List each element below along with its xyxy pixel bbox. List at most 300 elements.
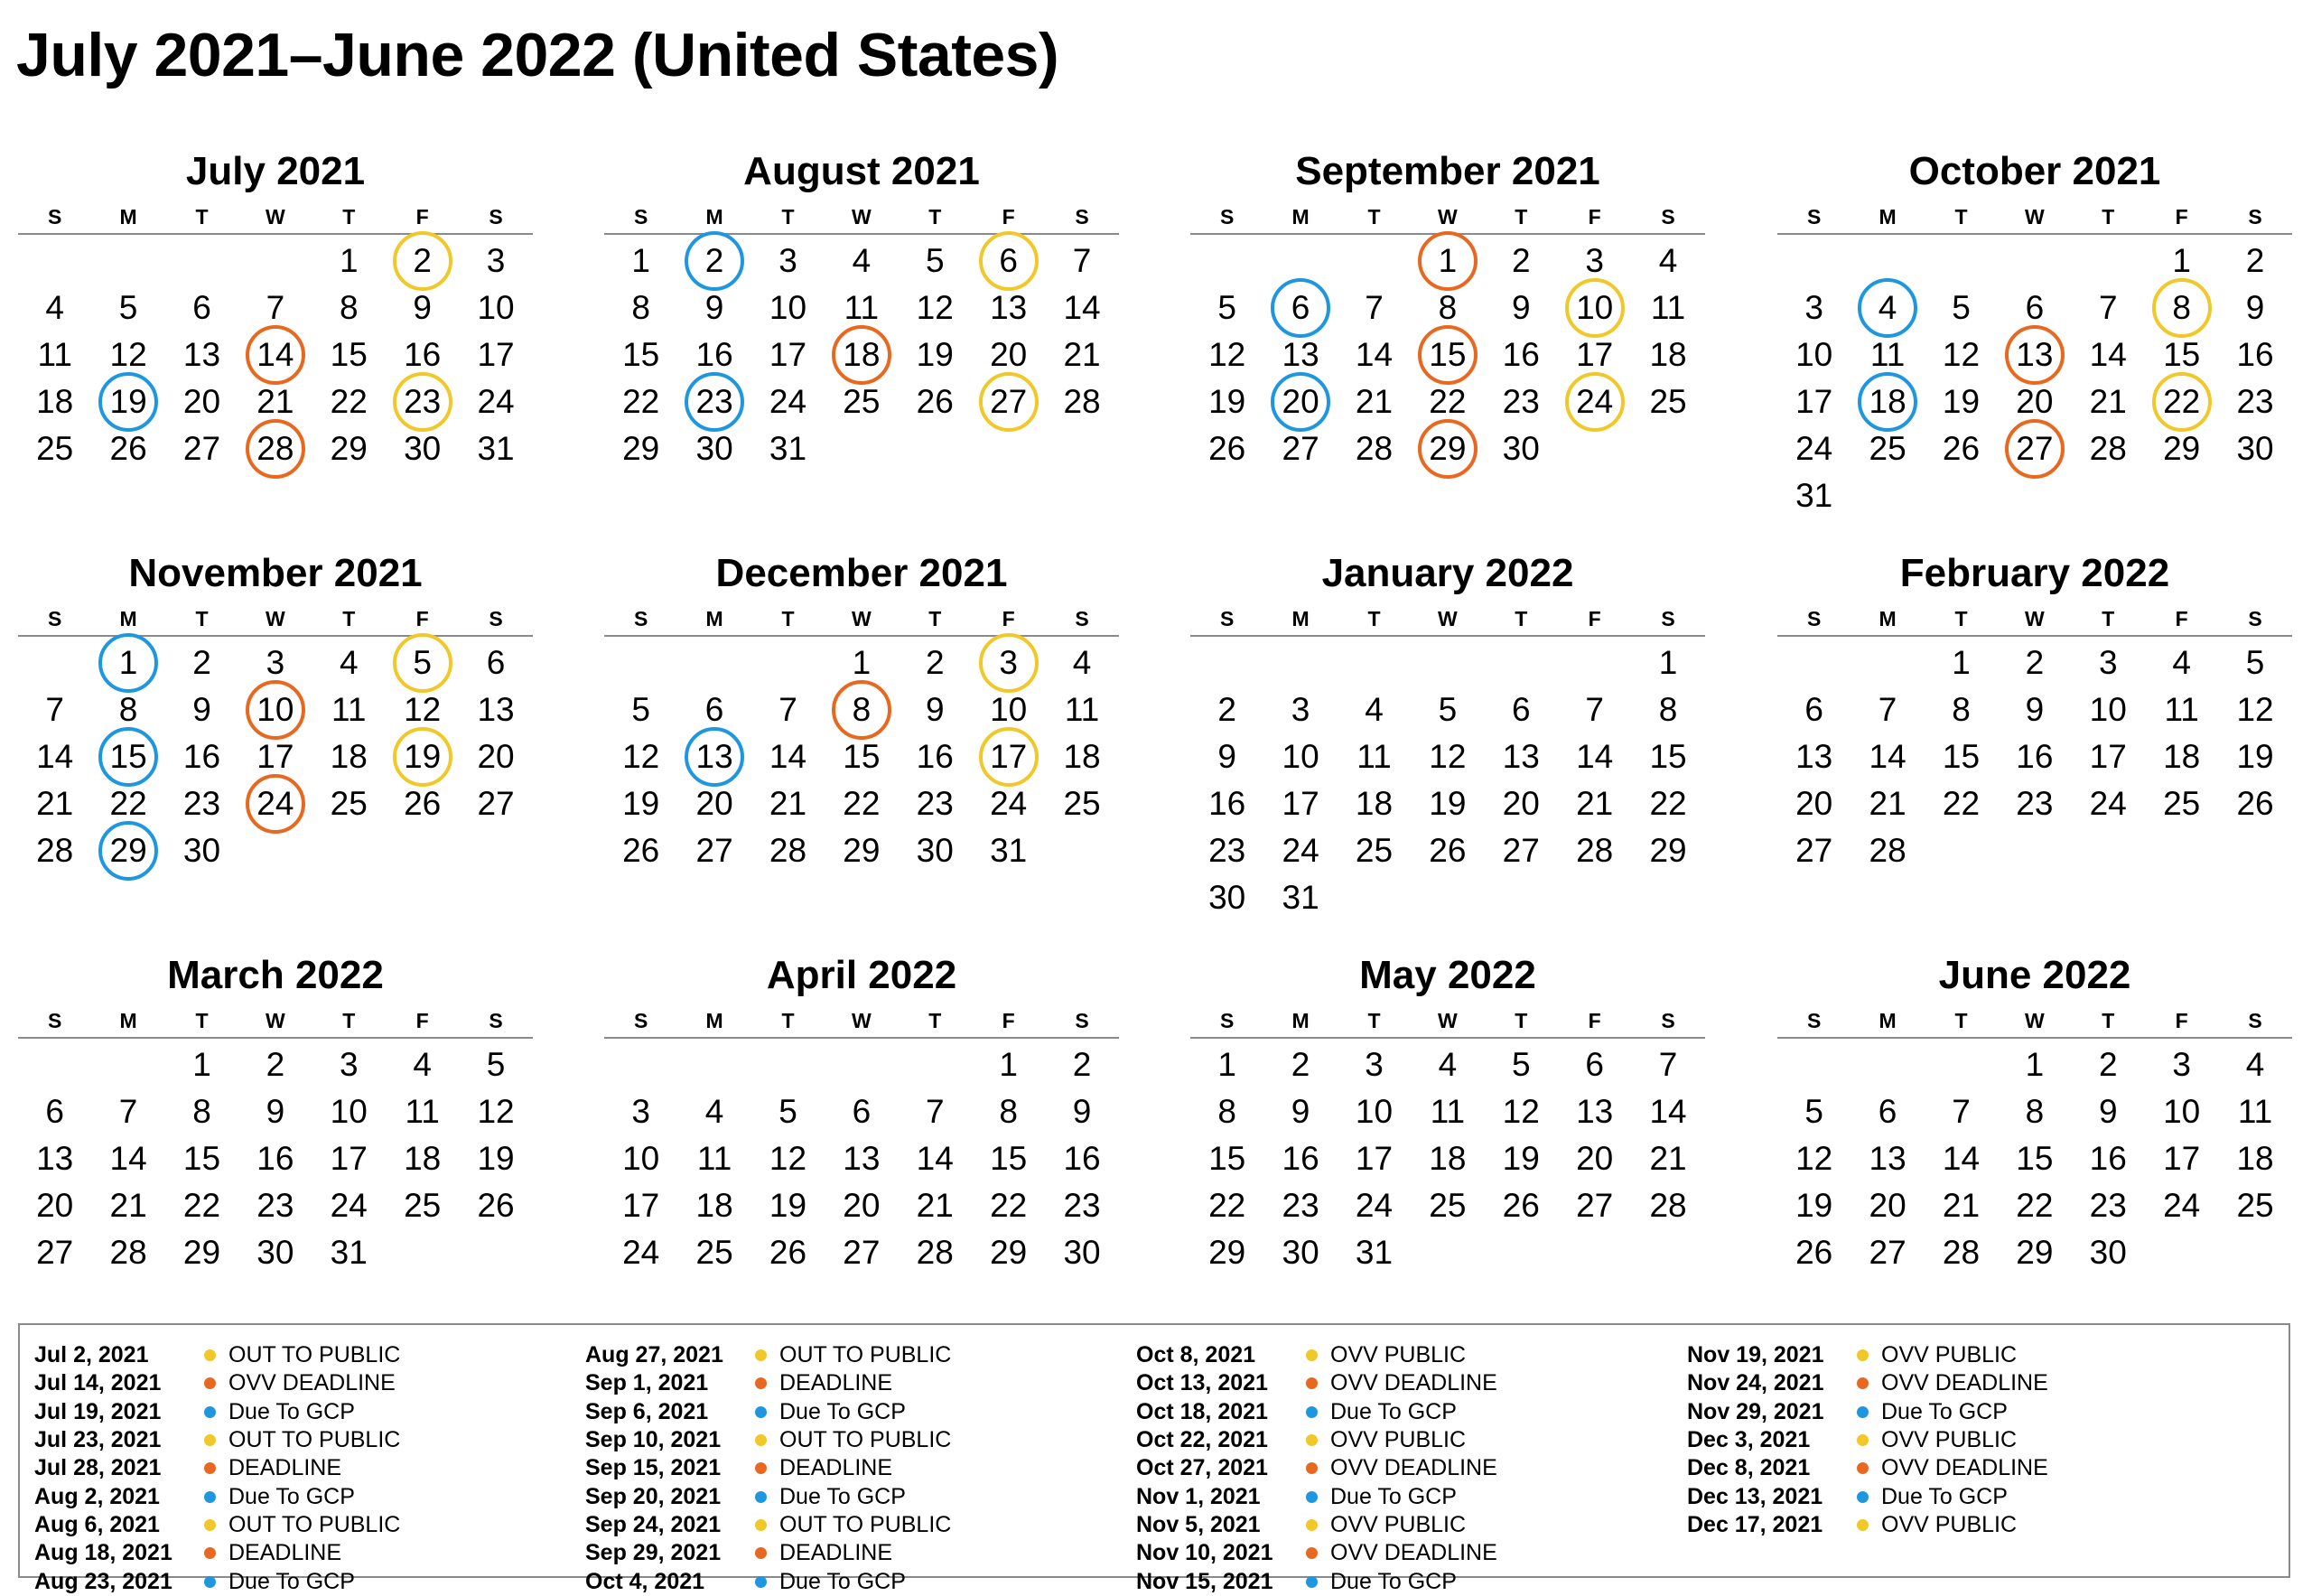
legend-date: Sep 6, 2021 (585, 1398, 709, 1424)
day-cell-marked: 23 (386, 378, 459, 425)
month-title: January 2022 (1321, 551, 1574, 595)
legend-entry (585, 1341, 1127, 1369)
day-cell: 30 (1063, 1234, 1101, 1271)
day-cell: 5 (1804, 1093, 1823, 1130)
legend-entry (34, 1511, 576, 1539)
day-cell-marked: 23 (677, 378, 750, 425)
legend-color-dot (755, 1547, 767, 1559)
day-cell: 29 (182, 1234, 221, 1271)
day-cell: 21 (1942, 1187, 1981, 1224)
weekday-label: T (1954, 1009, 1968, 1032)
day-cell: 10 (1795, 336, 1833, 373)
day-cell: 16 (2016, 738, 2054, 775)
weekday-label: F (2175, 607, 2188, 630)
day-cell: 25 (695, 1234, 733, 1271)
month-title: July 2021 (185, 149, 366, 193)
day-cell: 27 (477, 785, 515, 822)
day-cell: 29 (2016, 1234, 2054, 1271)
legend-color-dot (755, 1349, 767, 1361)
day-cell: 1 (852, 644, 872, 681)
day-cell: 30 (2236, 430, 2274, 467)
day-cell: 8 (999, 1093, 1018, 1130)
day-cell: 4 (1438, 1046, 1458, 1083)
legend-date: Dec 3, 2021 (1687, 1427, 1811, 1453)
weekday-label: W (2025, 205, 2045, 229)
day-cell: 14 (2089, 336, 2127, 373)
day-cell: 10 (769, 289, 807, 326)
day-cell: 6 (1878, 1093, 1897, 1130)
day-cell: 15 (2163, 336, 2201, 373)
day-cell: 1 (339, 242, 359, 279)
day-cell: 11 (2237, 1093, 2273, 1130)
day-cell: 11 (1650, 289, 1686, 326)
legend-entry (1136, 1454, 1678, 1482)
month-calendar (18, 145, 533, 472)
day-cell: 22 (843, 785, 881, 822)
day-cell: 28 (1063, 383, 1101, 420)
day-cell: 27 (843, 1234, 881, 1271)
legend-label: OVV PUBLIC (1330, 1427, 1467, 1453)
weekday-label: F (2175, 205, 2188, 229)
weekday-label: T (1367, 607, 1381, 630)
day-cell: 7 (1072, 242, 1092, 279)
day-cell: 16 (2236, 336, 2274, 373)
day-cell: 25 (404, 1187, 442, 1224)
legend-entry (585, 1567, 1127, 1595)
legend-color-dot (1306, 1377, 1318, 1389)
day-cell: 19 (1429, 785, 1467, 822)
month-calendar (1777, 948, 2292, 1276)
day-cell: 13 (990, 289, 1028, 326)
day-cell: 14 (36, 738, 74, 775)
day-cell: 17 (1355, 1140, 1394, 1177)
legend-label: DEADLINE (228, 1455, 342, 1481)
day-cell-marked: 15 (1411, 331, 1484, 378)
day-cell: 1 (2025, 1046, 2045, 1083)
legend-column (585, 1341, 1127, 1596)
legend-label: Due To GCP (779, 1483, 906, 1509)
day-cell: 11 (1356, 738, 1392, 775)
legend-date: Jul 19, 2021 (34, 1398, 162, 1424)
day-cell: 8 (1438, 289, 1458, 326)
weekday-header (1777, 1003, 2292, 1039)
legend-label: OUT TO PUBLIC (779, 1342, 952, 1368)
month-title: June 2022 (1938, 953, 2131, 997)
day-cell: 2 (1072, 1046, 1092, 1083)
weekday-header (1777, 199, 2292, 235)
day-cell: 12 (622, 738, 660, 775)
weekday-label: S (634, 607, 648, 630)
weekday-label: S (2248, 607, 2262, 630)
day-cell: 24 (1795, 430, 1833, 467)
day-cell: 25 (2236, 1187, 2274, 1224)
day-cell: 27 (1576, 1187, 1614, 1224)
day-cell: 20 (1502, 785, 1540, 822)
day-cell: 10 (2163, 1093, 2201, 1130)
day-cell: 20 (477, 738, 515, 775)
day-cell: 21 (109, 1187, 147, 1224)
day-cell: 14 (109, 1140, 147, 1177)
page-title: July 2021–June 2022 (United States) (16, 21, 1059, 89)
day-cell: 6 (704, 691, 724, 728)
day-cell: 7 (778, 691, 797, 728)
legend-color-dot (1306, 1462, 1318, 1474)
day-cell: 21 (2089, 383, 2127, 420)
month-title: March 2022 (167, 953, 384, 997)
day-cell: 19 (769, 1187, 807, 1224)
day-cell: 29 (2163, 430, 2201, 467)
day-cell: 2 (2245, 242, 2265, 279)
legend-color-dot (1857, 1519, 1869, 1531)
day-cell: 4 (413, 1046, 432, 1083)
day-cell-marked: 17 (972, 733, 1045, 780)
day-cell: 17 (2089, 738, 2127, 775)
day-cell: 20 (695, 785, 733, 822)
day-cell: 16 (1282, 1140, 1319, 1177)
legend-entry (585, 1398, 1127, 1426)
day-cell: 14 (1063, 289, 1101, 326)
day-cell: 25 (1649, 383, 1687, 420)
legend-entry (585, 1511, 1127, 1539)
day-cell: 22 (109, 785, 147, 822)
month-title: August 2021 (743, 149, 980, 193)
day-cell: 30 (695, 430, 733, 467)
day-cell: 17 (622, 1187, 660, 1224)
day-cell: 25 (843, 383, 881, 420)
day-cell: 12 (769, 1140, 807, 1177)
day-cell: 26 (1429, 832, 1467, 869)
day-cell: 5 (118, 289, 138, 326)
weekday-label: W (266, 607, 285, 630)
weekday-label: S (1807, 205, 1822, 229)
legend-color-dot (1857, 1462, 1869, 1474)
weekday-header (18, 199, 533, 235)
legend-date: Aug 2, 2021 (34, 1483, 160, 1509)
day-cell: 3 (1804, 289, 1823, 326)
day-cell: 28 (1869, 832, 1906, 869)
day-cell: 26 (769, 1234, 807, 1271)
day-grid (1777, 637, 2292, 874)
day-cell: 14 (1355, 336, 1394, 373)
day-cell: 2 (1511, 242, 1531, 279)
day-cell: 22 (330, 383, 368, 420)
day-cell: 11 (844, 289, 880, 326)
day-cell: 9 (925, 691, 945, 728)
day-cell: 11 (696, 1140, 732, 1177)
day-cell: 10 (1282, 738, 1319, 775)
legend-date: Sep 20, 2021 (585, 1483, 722, 1509)
day-cell: 12 (1208, 336, 1246, 373)
legend-color-dot (204, 1576, 216, 1588)
day-cell: 4 (2172, 644, 2191, 681)
legend-color-dot (204, 1519, 216, 1531)
day-cell: 13 (477, 691, 515, 728)
legend-entry (1136, 1482, 1678, 1510)
day-cell: 13 (1795, 738, 1833, 775)
day-cell: 10 (990, 691, 1028, 728)
day-cell: 30 (404, 430, 442, 467)
legend-color-dot (755, 1462, 767, 1474)
legend-label: OVV PUBLIC (1881, 1342, 2018, 1368)
day-cell: 14 (1869, 738, 1906, 775)
month-title: September 2021 (1295, 149, 1600, 193)
legend-color-dot (1306, 1434, 1318, 1446)
month-title: May 2022 (1359, 953, 1536, 997)
day-cell: 7 (1585, 691, 1604, 728)
day-cell: 7 (925, 1093, 945, 1130)
month-calendar (1190, 546, 1705, 921)
day-cell: 26 (2236, 785, 2274, 822)
weekday-label: S (634, 1009, 648, 1032)
legend-color-dot (755, 1406, 767, 1418)
day-cell: 10 (1355, 1093, 1394, 1130)
day-cell: 7 (2098, 289, 2118, 326)
weekday-header (18, 601, 533, 637)
day-grid (1190, 1039, 1705, 1276)
day-cell: 18 (1355, 785, 1394, 822)
day-cell: 17 (1282, 785, 1319, 822)
day-cell: 28 (2089, 430, 2127, 467)
legend-date: Aug 23, 2021 (34, 1568, 172, 1594)
weekday-label: F (1588, 607, 1601, 630)
day-cell: 15 (990, 1140, 1028, 1177)
legend-label: OVV DEADLINE (1330, 1540, 1497, 1566)
day-cell: 30 (916, 832, 954, 869)
legend-color-dot (1306, 1576, 1318, 1588)
legend-entry (1136, 1511, 1678, 1539)
day-cell: 16 (695, 336, 733, 373)
day-cell: 5 (778, 1093, 797, 1130)
day-cell: 26 (109, 430, 147, 467)
day-cell: 11 (37, 336, 72, 373)
day-cell: 30 (1208, 879, 1246, 916)
day-cell: 27 (182, 430, 221, 467)
day-cell: 8 (1952, 691, 1971, 728)
legend-date: Oct 8, 2021 (1136, 1342, 1256, 1368)
day-cell: 1 (1658, 644, 1678, 681)
day-cell: 23 (1282, 1187, 1319, 1224)
legend-entry (34, 1454, 576, 1482)
legend-date: Oct 27, 2021 (1136, 1455, 1268, 1481)
day-cell: 25 (1429, 1187, 1467, 1224)
day-cell: 10 (2089, 691, 2127, 728)
legend-color-dot (1857, 1377, 1869, 1389)
day-cell: 30 (1502, 430, 1540, 467)
day-cell: 16 (182, 738, 221, 775)
day-cell: 24 (2163, 1187, 2201, 1224)
legend-entry (34, 1398, 576, 1426)
day-cell: 8 (1217, 1093, 1236, 1130)
day-cell: 4 (852, 242, 872, 279)
day-cell: 1 (999, 1046, 1018, 1083)
month-title: December 2021 (715, 551, 1008, 595)
legend-color-dot (755, 1377, 767, 1389)
day-cell: 6 (192, 289, 211, 326)
legend-label: OVV DEADLINE (228, 1370, 396, 1396)
weekday-label: T (1515, 607, 1528, 630)
day-cell-marked: 6 (972, 238, 1045, 285)
day-cell: 13 (1869, 1140, 1906, 1177)
day-cell: 24 (477, 383, 515, 420)
day-cell: 23 (1502, 383, 1540, 420)
legend-label: Due To GCP (228, 1398, 355, 1424)
day-cell: 2 (2098, 1046, 2118, 1083)
day-cell: 26 (916, 383, 954, 420)
day-cell: 12 (109, 336, 147, 373)
day-cell: 9 (413, 289, 432, 326)
month-title: October 2021 (1908, 149, 2161, 193)
day-cell: 27 (1282, 430, 1319, 467)
day-cell: 23 (182, 785, 221, 822)
day-cell: 31 (1355, 1234, 1394, 1271)
legend-label: OVV DEADLINE (1881, 1370, 2048, 1396)
day-cell: 22 (182, 1187, 221, 1224)
weekday-label: F (415, 1009, 429, 1032)
month-title: February 2022 (1899, 551, 2170, 595)
legend-column (1136, 1341, 1678, 1596)
day-cell: 31 (1795, 477, 1833, 514)
day-cell: 3 (486, 242, 506, 279)
day-cell: 20 (1795, 785, 1833, 822)
legend-date: Nov 10, 2021 (1136, 1540, 1273, 1566)
month-calendar (18, 948, 533, 1276)
legend-date: Nov 5, 2021 (1136, 1511, 1261, 1537)
day-cell: 22 (2016, 1187, 2054, 1224)
day-cell: 8 (1658, 691, 1678, 728)
day-cell: 29 (330, 430, 368, 467)
legend-label: Due To GCP (228, 1483, 355, 1509)
legend-entry (1687, 1398, 2229, 1426)
day-cell: 12 (1942, 336, 1981, 373)
day-cell-marked: 19 (386, 733, 459, 780)
legend-label: OVV PUBLIC (1881, 1511, 2018, 1537)
legend-color-dot (1306, 1406, 1318, 1418)
legend-label: OUT TO PUBLIC (228, 1427, 401, 1453)
day-cell: 28 (36, 832, 74, 869)
day-cell: 18 (330, 738, 368, 775)
day-cell: 9 (266, 1093, 285, 1130)
day-cell: 22 (622, 383, 660, 420)
legend-entry (34, 1539, 576, 1567)
day-cell: 7 (1658, 1046, 1678, 1083)
day-cell-marked: 20 (1263, 378, 1337, 425)
weekday-label: M (119, 607, 137, 630)
day-cell: 30 (256, 1234, 294, 1271)
weekday-header (18, 1003, 533, 1039)
day-cell: 23 (2089, 1187, 2127, 1224)
day-cell-marked: 27 (1998, 425, 2071, 472)
weekday-label: S (48, 607, 62, 630)
day-cell: 21 (36, 785, 74, 822)
day-cell: 7 (1952, 1093, 1971, 1130)
day-cell: 2 (192, 644, 211, 681)
weekday-label: S (1661, 205, 1675, 229)
day-cell: 17 (256, 738, 294, 775)
day-cell: 23 (2236, 383, 2274, 420)
day-cell-marked: 3 (972, 639, 1045, 686)
weekday-header (1777, 601, 2292, 637)
weekday-header (604, 601, 1119, 637)
legend-label: Due To GCP (1330, 1568, 1457, 1594)
weekday-label: T (342, 607, 356, 630)
day-cell: 6 (1511, 691, 1531, 728)
day-cell: 1 (192, 1046, 211, 1083)
legend-entry (585, 1426, 1127, 1454)
day-cell-marked: 29 (1411, 425, 1484, 472)
weekday-label: T (1367, 1009, 1381, 1032)
legend-color-dot (204, 1462, 216, 1474)
day-cell: 5 (1438, 691, 1458, 728)
legend-color-dot (1306, 1491, 1318, 1503)
day-cell: 22 (1429, 383, 1467, 420)
day-cell: 19 (916, 336, 954, 373)
day-cell: 5 (2245, 644, 2265, 681)
legend-date: Aug 18, 2021 (34, 1540, 172, 1566)
day-cell: 14 (1649, 1093, 1687, 1130)
legend-label: Due To GCP (779, 1398, 906, 1424)
day-cell-marked: 2 (677, 238, 750, 285)
weekday-label: S (1075, 205, 1089, 229)
day-cell: 19 (477, 1140, 515, 1177)
day-cell: 29 (843, 832, 881, 869)
day-cell: 6 (45, 1093, 64, 1130)
day-cell: 12 (916, 289, 954, 326)
legend-label: OUT TO PUBLIC (779, 1511, 952, 1537)
day-cell: 21 (1355, 383, 1394, 420)
day-cell: 26 (404, 785, 442, 822)
day-cell: 16 (2089, 1140, 2127, 1177)
day-cell: 16 (404, 336, 442, 373)
weekday-label: W (2025, 607, 2045, 630)
day-cell-marked: 15 (91, 733, 164, 780)
day-cell: 6 (2025, 289, 2045, 326)
day-cell: 30 (2089, 1234, 2127, 1271)
weekday-label: S (48, 1009, 62, 1032)
day-cell: 21 (256, 383, 294, 420)
legend-entry (34, 1369, 576, 1397)
day-cell: 1 (631, 242, 650, 279)
day-cell: 14 (1576, 738, 1614, 775)
day-cell: 25 (330, 785, 368, 822)
day-cell: 28 (1355, 430, 1394, 467)
day-cell: 28 (1576, 832, 1614, 869)
day-cell: 3 (1585, 242, 1604, 279)
legend-date: Sep 15, 2021 (585, 1455, 722, 1481)
day-cell: 8 (631, 289, 650, 326)
day-cell: 13 (1282, 336, 1319, 373)
day-cell: 4 (2245, 1046, 2265, 1083)
day-cell: 20 (843, 1187, 881, 1224)
legend-date: Sep 24, 2021 (585, 1511, 722, 1537)
legend-color-dot (1306, 1519, 1318, 1531)
weekday-label: S (2248, 205, 2262, 229)
legend-column (34, 1341, 576, 1596)
weekday-label: M (119, 1009, 137, 1032)
legend-date: Oct 18, 2021 (1136, 1398, 1268, 1424)
day-cell: 2 (2025, 644, 2045, 681)
day-cell: 4 (1072, 644, 1092, 681)
day-cell-marked: 8 (825, 686, 898, 733)
weekday-label: F (1588, 1009, 1601, 1032)
day-cell: 18 (36, 383, 74, 420)
day-cell: 3 (1291, 691, 1310, 728)
day-cell-marked: 27 (972, 378, 1045, 425)
legend-entry (1136, 1567, 1678, 1595)
weekday-label: M (1878, 1009, 1897, 1032)
legend-label: DEADLINE (779, 1540, 893, 1566)
day-cell-marked: 5 (386, 639, 459, 686)
day-cell-marked: 22 (2145, 378, 2218, 425)
